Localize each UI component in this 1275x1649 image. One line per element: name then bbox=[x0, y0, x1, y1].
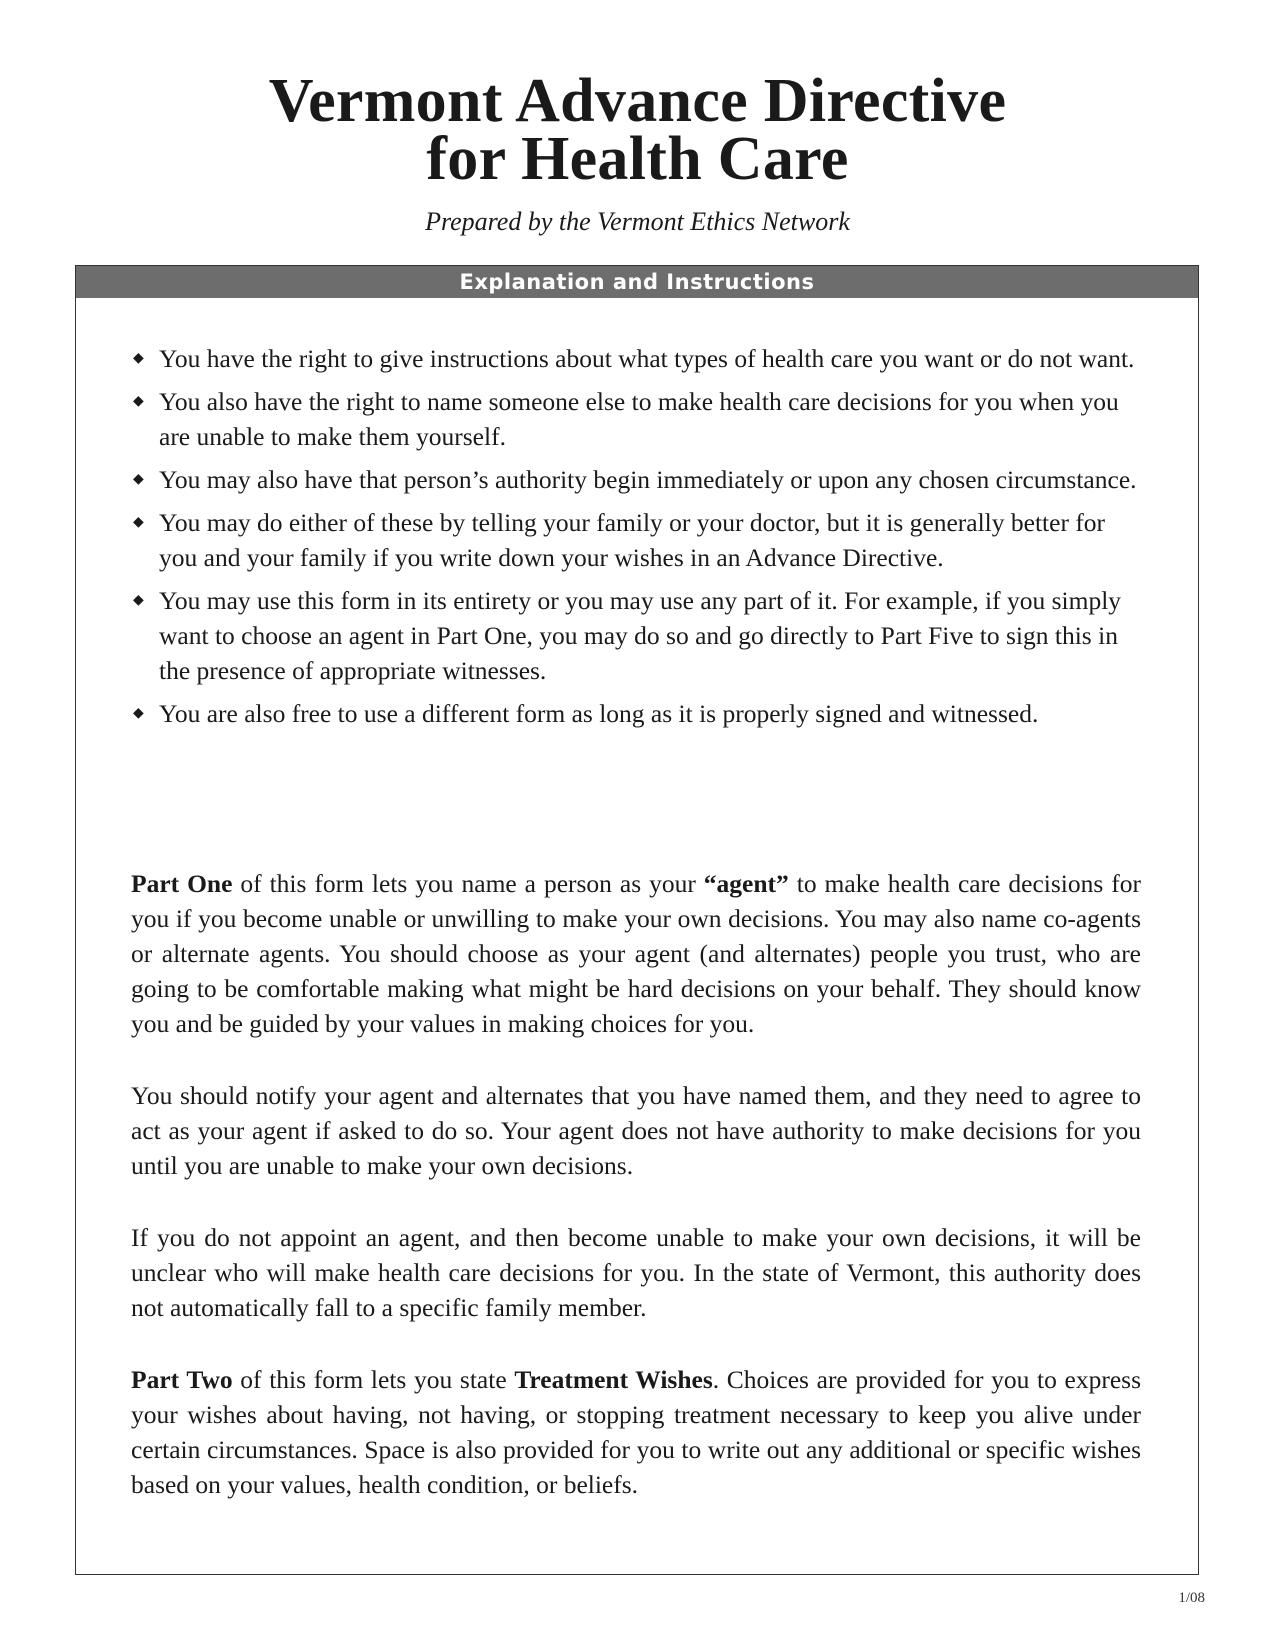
list-item-text: You have the right to give instructions about what types of health care you want or do not want. bbox=[159, 344, 1135, 373]
bullet-icon: ◆ bbox=[133, 706, 144, 721]
paragraph-text: . Choices are provided for you to express your wishes about having, not having, or stopping treatment necessary to keep you alive under certain circumstances. Space is also provided for you to write out any additional or specific wishes based on your values, health condition, or beliefs. bbox=[131, 1365, 1142, 1499]
list-item bbox=[131, 462, 1141, 497]
list-item-text: You may use this form in its entirety or you may use any part of it. For example, if you simply want to choose an agent in Part One, you may do so and go directly to Part Five to sign this in the presence of appropriate witnesses. bbox=[159, 586, 1122, 685]
paragraph-no-agent: If you do not appoint an agent, and then become unable to make your own decisions, it will be unclear who will make health care decisions for you. In the state of Vermont, this authority does not automatically fall to a specific family member. bbox=[131, 1223, 1141, 1322]
page-number: 1/08 bbox=[1178, 1590, 1205, 1606]
list-item bbox=[131, 583, 1141, 688]
list-item-text: You may do either of these by telling your family or your doctor, but it is generally better for you and your family if you write down your wishes in an Advance Directive. bbox=[159, 508, 1106, 572]
bullet-icon: ◆ bbox=[133, 351, 144, 366]
part-two-label: Part Two bbox=[131, 1365, 233, 1394]
paragraph-notify-agent: You should notify your agent and alternates that you have named them, and they need to agree to act as your agent if asked to do so. Your agent does not have authority to make decisions for you until you are unable to make your own decisions. bbox=[131, 1081, 1141, 1180]
section-heading: Explanation and Instructions bbox=[76, 266, 1198, 298]
paragraph-part-one bbox=[131, 866, 1141, 1041]
agent-term: “agent” bbox=[703, 869, 789, 898]
treatment-wishes-term: Treatment Wishes bbox=[514, 1365, 713, 1394]
list-item bbox=[131, 341, 1141, 376]
list-item bbox=[131, 505, 1141, 575]
list-item bbox=[131, 696, 1141, 731]
document-subtitle: Prepared by the Vermont Ethics Network bbox=[425, 207, 850, 236]
paragraph-part-two bbox=[131, 1362, 1141, 1502]
title-line-1: Vermont Advance Directive bbox=[268, 67, 1007, 135]
bullet-icon: ◆ bbox=[133, 472, 144, 487]
list-item-text: You are also free to use a different form as long as it is properly signed and witnessed. bbox=[159, 699, 1039, 728]
paragraph-text: to make health care decisions for you if you become unable or unwilling to make your own decisions. You may also name co-agents or alternate agents. You should choose as your agent (and alternates) people you trust, who are going to be comfortable making what might be hard decisions on your behalf. They should know you and be guided by your values in making choices for you. bbox=[131, 869, 1141, 1038]
bullet-icon: ◆ bbox=[133, 515, 144, 530]
paragraph-text: of this form lets you name a person as your bbox=[232, 869, 704, 898]
list-item-text: You also have the right to name someone else to make health care decisions for you when you are unable to make them yourself. bbox=[159, 387, 1119, 451]
document-title bbox=[0, 67, 1275, 193]
bullet-icon: ◆ bbox=[133, 394, 144, 409]
part-one-label: Part One bbox=[131, 869, 233, 898]
title-line-2: for Health Care bbox=[426, 125, 849, 193]
instructions-list bbox=[131, 341, 1141, 739]
list-item-text: You may also have that person’s authority begin immediately or upon any chosen circumstance. bbox=[159, 465, 1137, 494]
bullet-icon: ◆ bbox=[133, 593, 144, 608]
paragraph-text: of this form lets you state bbox=[232, 1365, 515, 1394]
instructions-box bbox=[75, 265, 1199, 1575]
list-item bbox=[131, 384, 1141, 454]
